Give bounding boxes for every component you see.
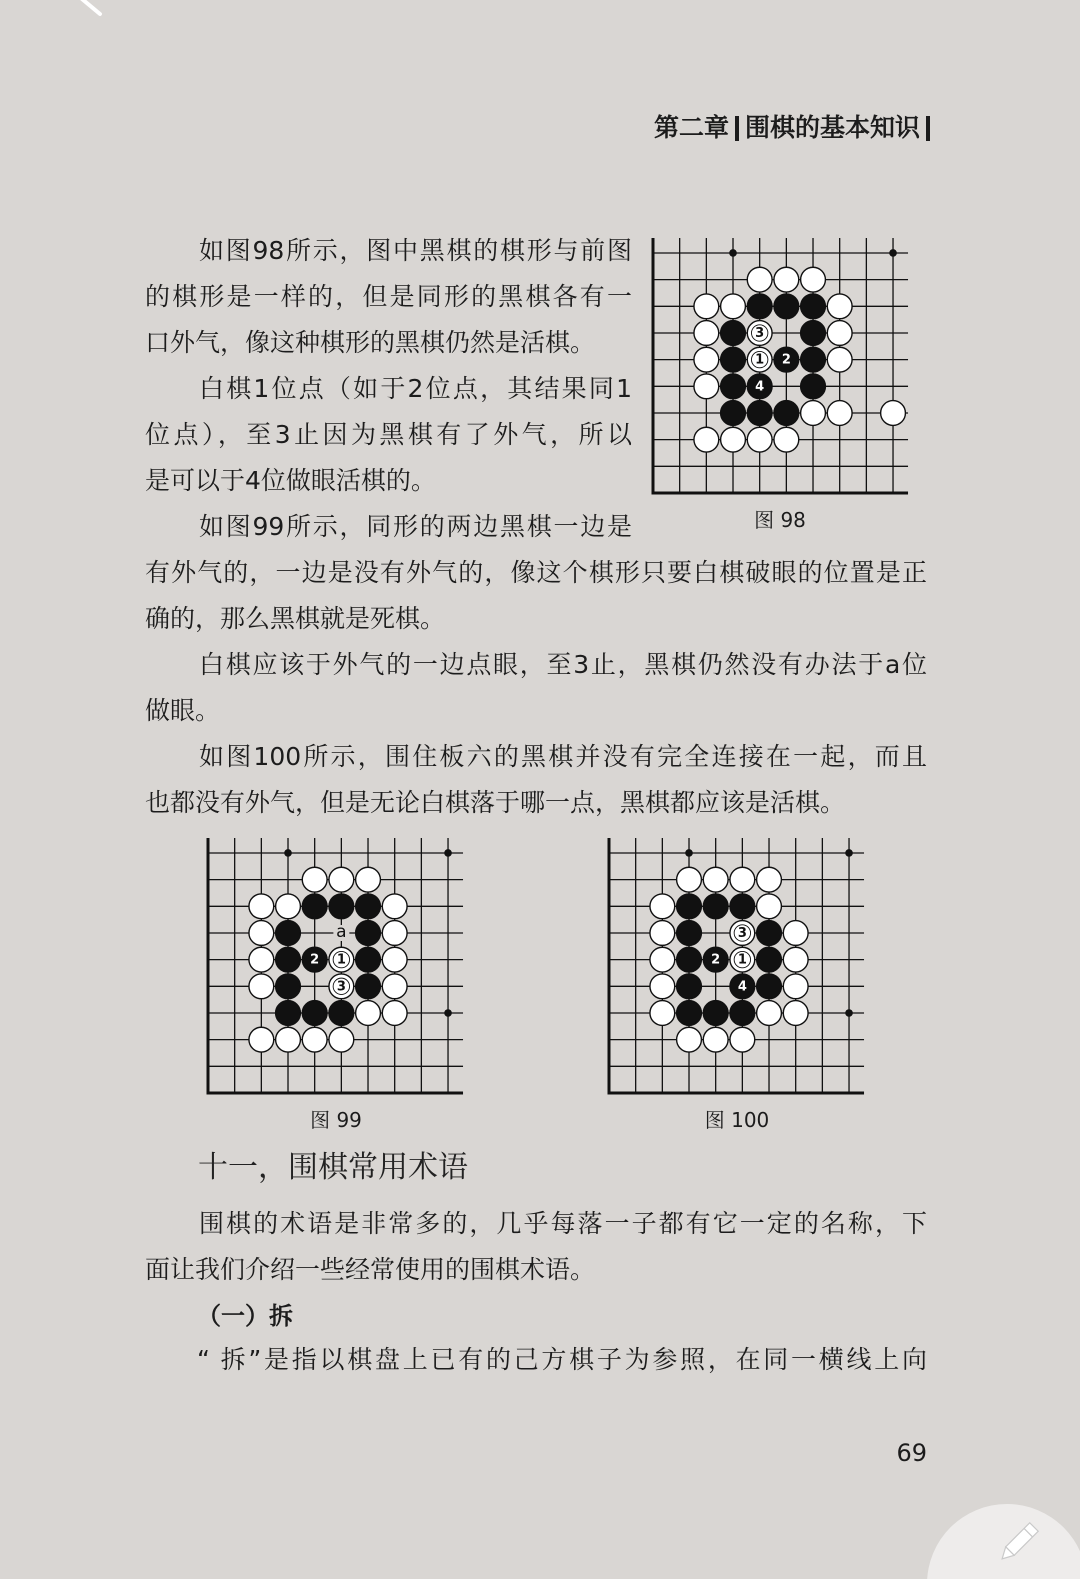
white-stone [650, 1001, 675, 1026]
star-point [284, 849, 292, 857]
go-board-diagram [645, 231, 917, 501]
white-stone [783, 921, 808, 946]
white-stone [249, 974, 274, 999]
figure-98 [645, 231, 917, 536]
body-text-line: “ 拆”是指以棋盘上已有的己方棋子为参照，在同一横线上向 [197, 1345, 927, 1374]
white-stone [694, 321, 719, 346]
chapter-title: 围棋的基本知识 [744, 113, 920, 142]
star-point [889, 249, 897, 257]
white-stone [827, 401, 852, 426]
point-label: a [336, 921, 347, 942]
white-stone [694, 347, 719, 372]
black-stone [721, 347, 746, 372]
white-stone [721, 427, 746, 452]
move-number: 1 [755, 352, 765, 368]
white-stone [329, 867, 354, 892]
edit-button-background[interactable] [927, 1504, 1080, 1579]
white-stone [694, 374, 719, 399]
black-stone [703, 1001, 728, 1026]
star-point [685, 849, 693, 857]
white-stone [276, 894, 301, 919]
white-stone [249, 1027, 274, 1052]
move-number: 3 [737, 925, 747, 941]
star-point [845, 1009, 853, 1017]
body-text-line: 也都没有外气，但是无论白棋落于哪一点，黑棋都应该是活棋。 [145, 788, 846, 817]
black-stone [801, 374, 826, 399]
black-stone [677, 1001, 702, 1026]
white-stone [650, 921, 675, 946]
white-stone [329, 1027, 354, 1052]
body-text-line: 如图99所示，同形的两边黑棋一边是 [199, 512, 632, 541]
white-stone [774, 427, 799, 452]
edit-button[interactable] [925, 1500, 1080, 1579]
white-stone [382, 921, 407, 946]
body-text-line: 口外气，像这种棋形的黑棋仍然是活棋。 [145, 328, 596, 357]
black-stone [757, 921, 782, 946]
figure-100 [601, 831, 873, 1136]
black-stone [329, 1001, 354, 1026]
white-stone [356, 867, 381, 892]
white-stone [650, 974, 675, 999]
white-stone [827, 347, 852, 372]
black-stone [302, 1001, 327, 1026]
move-number: 4 [755, 379, 765, 395]
black-stone [801, 294, 826, 319]
move-number: 1 [336, 952, 346, 968]
move-number: 4 [737, 979, 747, 995]
black-stone [677, 921, 702, 946]
body-text-line: 白棋应该于外气的一边点眼，至3止，黑棋仍然没有办法于a位 [199, 650, 927, 679]
figure-caption: 图 99 [310, 1108, 362, 1132]
back-chevron-icon[interactable] [76, 0, 106, 18]
black-stone [730, 1001, 755, 1026]
black-stone [721, 401, 746, 426]
page-number: 69 [896, 1439, 927, 1467]
white-stone [783, 974, 808, 999]
white-stone [677, 1027, 702, 1052]
white-stone [249, 921, 274, 946]
white-stone [382, 974, 407, 999]
black-stone [703, 894, 728, 919]
black-stone [774, 294, 799, 319]
white-stone [694, 427, 719, 452]
white-stone [382, 947, 407, 972]
body-text-line: 确的，那么黑棋就是死棋。 [145, 604, 446, 633]
black-stone [302, 894, 327, 919]
body-text-line: 围棋的术语是非常多的，几乎每落一子都有它一定的名称，下 [199, 1209, 927, 1238]
body-text-line: 面让我们介绍一些经常使用的围棋术语。 [145, 1255, 596, 1284]
section-heading: 十一，围棋常用术语 [198, 1150, 468, 1185]
go-board-diagram [601, 831, 873, 1101]
figure-99 [200, 831, 472, 1136]
header-separator [735, 116, 739, 141]
move-number: 2 [781, 352, 791, 368]
black-stone [356, 921, 381, 946]
figure-caption: 图 100 [704, 1108, 770, 1132]
white-stone [757, 894, 782, 919]
white-stone [276, 1027, 301, 1052]
white-stone [730, 1027, 755, 1052]
white-stone [356, 1001, 381, 1026]
white-stone [382, 1001, 407, 1026]
go-board-diagram [200, 831, 472, 1101]
white-stone [302, 867, 327, 892]
white-stone [694, 294, 719, 319]
move-number: 2 [711, 952, 721, 968]
body-text-line: 做眼。 [145, 696, 221, 725]
black-stone [329, 894, 354, 919]
black-stone [721, 321, 746, 346]
black-stone [356, 974, 381, 999]
white-stone [249, 894, 274, 919]
white-stone [703, 1027, 728, 1052]
white-stone [650, 894, 675, 919]
body-text-line: 的棋形是一样的，但是同形的黑棋各有一 [145, 282, 632, 311]
running-header [654, 110, 930, 146]
body-text-line: 位点），至3止因为黑棋有了外气，所以 [145, 420, 632, 449]
white-stone [302, 1027, 327, 1052]
body-text-line: 是可以于4位做眼活棋的。 [145, 466, 436, 495]
move-number: 3 [755, 325, 765, 341]
star-point [444, 1009, 452, 1017]
white-stone [747, 267, 772, 292]
white-stone [757, 867, 782, 892]
white-stone [801, 267, 826, 292]
white-stone [677, 867, 702, 892]
white-stone [827, 294, 852, 319]
black-stone [747, 294, 772, 319]
white-stone [382, 894, 407, 919]
black-stone [774, 401, 799, 426]
star-point [444, 849, 452, 857]
white-stone [881, 401, 906, 426]
figure-caption: 图 98 [754, 508, 806, 532]
subsection-heading: （一）拆 [197, 1302, 293, 1330]
white-stone [757, 1001, 782, 1026]
black-stone [721, 374, 746, 399]
body-text-line: 如图98所示，图中黑棋的棋形与前图 [199, 236, 632, 265]
black-stone [757, 974, 782, 999]
white-stone [721, 294, 746, 319]
black-stone [757, 947, 782, 972]
black-stone [747, 401, 772, 426]
body-text-line: 如图100所示，围住板六的黑棋并没有完全连接在一起，而且 [199, 742, 927, 771]
black-stone [801, 321, 826, 346]
white-stone [650, 947, 675, 972]
star-point [845, 849, 853, 857]
white-stone [703, 867, 728, 892]
white-stone [783, 1001, 808, 1026]
black-stone [356, 894, 381, 919]
white-stone [783, 947, 808, 972]
black-stone [276, 921, 301, 946]
chapter-label: 第二章 [653, 113, 729, 142]
header-separator [926, 116, 930, 141]
white-stone [730, 867, 755, 892]
white-stone [249, 947, 274, 972]
black-stone [356, 947, 381, 972]
white-stone [747, 427, 772, 452]
black-stone [677, 947, 702, 972]
black-stone [276, 974, 301, 999]
black-stone [730, 894, 755, 919]
move-number: 1 [737, 952, 747, 968]
white-stone [827, 321, 852, 346]
white-stone [801, 401, 826, 426]
move-number: 3 [336, 979, 346, 995]
body-text-line: 白棋1位点（如于2位点，其结果同1 [199, 374, 632, 403]
black-stone [276, 1001, 301, 1026]
move-number: 2 [310, 952, 320, 968]
black-stone [677, 894, 702, 919]
black-stone [677, 974, 702, 999]
body-text-line: 有外气的，一边是没有外气的，像这个棋形只要白棋破眼的位置是正 [145, 558, 927, 587]
black-stone [801, 347, 826, 372]
star-point [729, 249, 737, 257]
black-stone [276, 947, 301, 972]
white-stone [774, 267, 799, 292]
